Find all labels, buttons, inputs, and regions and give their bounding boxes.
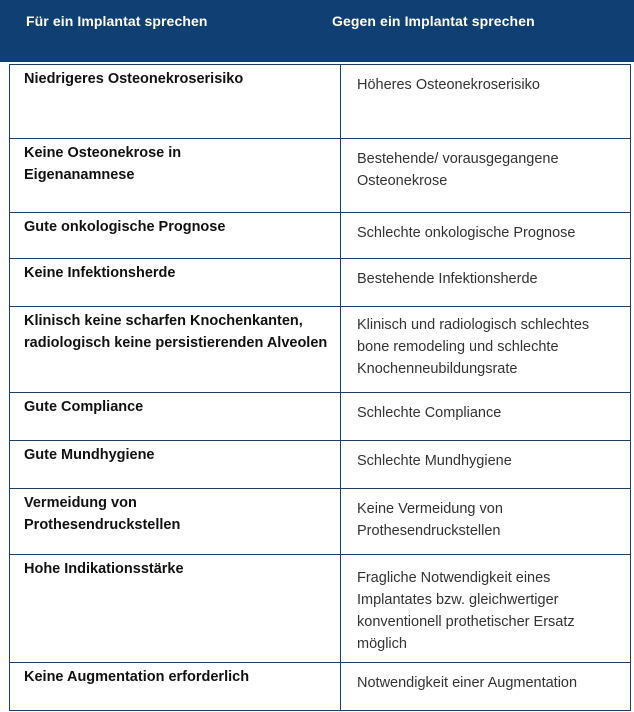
pro-cell: Gute Mundhygiene bbox=[10, 441, 341, 489]
pro-cell: Klinisch keine scharfen Knochenkanten, radiologisch keine persistierenden Alveolen bbox=[10, 307, 341, 393]
pro-cell: Keine Osteonekrose in Eigenanamnese bbox=[10, 139, 341, 213]
pro-cell: Hohe Indikationsstärke bbox=[10, 555, 341, 663]
con-cell: Höheres Osteonekroserisiko bbox=[341, 65, 631, 139]
table-row bbox=[10, 259, 631, 307]
con-cell: Klinisch und radiologisch schlechtes bone remodeling und schlechte Knochenneubildungsrate bbox=[341, 307, 631, 393]
table-row bbox=[10, 393, 631, 441]
con-cell: Schlechte Mundhygiene bbox=[341, 441, 631, 489]
con-cell: Notwendigkeit einer Augmentation bbox=[341, 663, 631, 711]
con-cell: Bestehende/ vorausgegangene Osteonekrose bbox=[341, 139, 631, 213]
pro-cell: Gute onkologische Prognose bbox=[10, 213, 341, 259]
table-row bbox=[10, 489, 631, 555]
con-cell: Keine Vermeidung von Prothesendruckstellen bbox=[341, 489, 631, 555]
table-row bbox=[10, 139, 631, 213]
table-header bbox=[0, 0, 634, 62]
pro-cell: Gute Compliance bbox=[10, 393, 341, 441]
pro-cell: Niedrigeres Osteonekroserisiko bbox=[10, 65, 341, 139]
pro-cell: Keine Infektionsherde bbox=[10, 259, 341, 307]
con-cell: Bestehende Infektionsherde bbox=[341, 259, 631, 307]
pro-cell: Vermeidung von Prothesendruckstellen bbox=[10, 489, 341, 555]
pro-cell: Keine Augmentation erforderlich bbox=[10, 663, 341, 711]
table-row bbox=[10, 663, 631, 711]
table-row bbox=[10, 307, 631, 393]
table-row bbox=[10, 213, 631, 259]
table-row bbox=[10, 555, 631, 663]
con-cell: Schlechte onkologische Prognose bbox=[341, 213, 631, 259]
con-cell: Fragliche Notwendigkeit eines Implantates bzw. gleichwertiger konventionell prothetischer Ersatz möglich bbox=[341, 555, 631, 663]
comparison-table bbox=[9, 64, 631, 711]
table-row bbox=[10, 65, 631, 139]
table-row bbox=[10, 441, 631, 489]
header-pro-title: Für ein Implantat sprechen bbox=[26, 13, 208, 29]
header-con-title: Gegen ein Implantat sprechen bbox=[332, 13, 535, 29]
con-cell: Schlechte Compliance bbox=[341, 393, 631, 441]
